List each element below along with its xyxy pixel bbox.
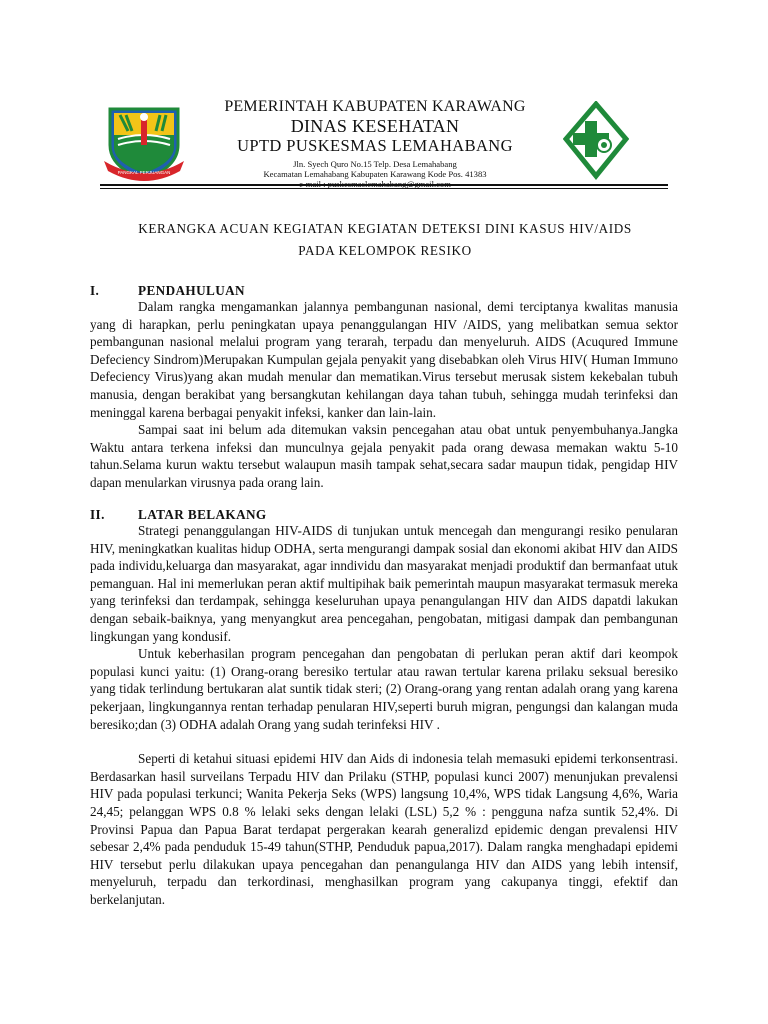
- letterhead-text: [190, 95, 560, 189]
- paragraph: Strategi penanggulangan HIV-AIDS di tunjukan untuk mencegah dan mengurangi resiko penularan HIV, meningkatkan kualitas hidup ODHA, serta mengurangi dampak sosial dan ekonomi akibat HIV dan AIDS pada individu,keluarga dan masyarakat, agar inndividu dan masyarakat menjadi produktif dan bermanfaat utuk pemanguan. Hal ini memerlukan peran aktif multipihak baik pemerintah maupun masyarakat termasuk mereka yang terinfeksi dan terdampak, sehingga keseluruhan upaya penangulangan HIV dan AIDS dapatdi lakukan dengan sebaik-baiknya, yang menyangkut area pencegahan, pengobatan, mitigasi dampak dan pembangunan lingkungan yang kondusif.: [90, 523, 678, 644]
- section-body-pendahuluan: [90, 298, 678, 492]
- emblem-banner-text: PANGKAL PERJUANGAN: [117, 170, 171, 175]
- title-line-2: PADA KELOMPOK RESIKO: [298, 243, 472, 258]
- paragraph: Dalam rangka mengamankan jalannya pembangunan nasional, demi terciptanya kwalitas manusia yang di harapkan, perlu peningkatan upaya penanggulangan HIV /AIDS, yang melibatkan semua sektor pembangunan nasional melalui program yang terarah, terpadu dan menyeluruh. AIDS (Acuqured Immune Defeciency Sindrom)Merupakan Kumpulan gejala penyakit yang disebabkan oleh Virus HIV( Human Immuno Defeciency Virus)yang akan mudah menular dan mematikan.Virus tersebut merusak sistem kekebalan tubuh manusia, dengan berakibat yang bersangkutan kehilangan daya tahan tubuh, sehingga mudah terinfeksi dan meninggal karena berbagai penyakit infeksi, kanker dan lain-lain.: [90, 299, 678, 420]
- government-name: PEMERINTAH KABUPATEN KARAWANG: [224, 98, 526, 115]
- puskesmas-name: UPTD PUSKESMAS LEMAHABANG: [237, 136, 513, 155]
- section-number: I.: [90, 283, 100, 298]
- letterhead-rule-thin: [100, 188, 668, 189]
- title-line-1: KERANGKA ACUAN KEGIATAN KEGIATAN DETEKSI DINI KASUS HIV/AIDS: [138, 221, 632, 236]
- karawang-emblem-icon: [104, 105, 184, 181]
- document-title: [90, 218, 680, 262]
- email-line: e-mail : puskesmaslemahabang@gmail.com: [299, 179, 451, 189]
- section-heading-latar-belakang: [90, 507, 267, 523]
- address-line-1: Jln. Syech Quro No.15 Telp. Desa Lemahabang: [293, 159, 457, 169]
- section-title: PENDAHULUAN: [138, 283, 245, 298]
- address-line-2: Kecamatan Lemahabang Kabupaten Karawang Kode Pos. 41383: [263, 169, 487, 179]
- paragraph: Seperti di ketahui situasi epidemi HIV dan Aids di indonesia telah memasuki epidemi terkonsentrasi. Berdasarkan hasil surveilans Terpadu HIV dan Prilaku (STHP, populasi kunci 2007) menunjukan prevalensi HIV pada populasi terkunci; Wanita Pekerja Seks (WPS) langsung 10,4%, WPS tidak Langsung 4,6%, Waria 24,45; pelanggan WPS 0.8 % lelaki seks dengan lelaki (LSL) 5,2 % : pengguna nafza suntik 52,4%. Di Provinsi Papua dan Papua Barat terdapat pergerakan kearah generalizd epidemic dengan prevalensi HIV sebesar 2,4% pada penduduk 15-49 tahun(STHP, Penduduk papua,2017). Dalam rangka menghadapi epidemi HIV tersebut perlu dilakukan upaya pencegahan dan penangulanga HIV dan AIDS yang lebih intensif, menyeluruh, terpadu dan terkordinasi, menghasilkan program yang cakupanya tinggi, efektif dan berkelanjutan.: [90, 751, 678, 907]
- section-heading-pendahuluan: [90, 283, 245, 299]
- paragraph: Sampai saat ini belum ada ditemukan vaksin pencegahan atau obat untuk penyembuhanya.Jangka Waktu antara terkena infeksi dan munculnya gejala penyakit pada orang dewasa memakan waktu 5-10 tahun.Selama kurun waktu tersebut walaupun masih tampak sehat,secara sadar maupun tidak, pengidap HIV dapan menularkan virusnya pada orang lain.: [90, 422, 678, 490]
- letterhead-rule-thick: [100, 184, 668, 186]
- section-number: II.: [90, 507, 105, 522]
- paragraph: Untuk keberhasilan program pencegahan dan pengobatan di perlukan peran aktif dari keompok populasi kunci yaitu: (1) Orang-orang beresiko tertular atau rawan tertular karena prilaku seksual beresiko yang tidak terlindung bertukaran alat suntik tidak steri; (2) Orang-orang yang rentan adalah orang yang karena pekerjaan, lingkungannya rentan terhadap penularan HIV,seperti buruh migran, pengungsi dan kalangan muda beresiko;dan (3) ODHA adalah Orang yang sudah terinfeksi HIV .: [90, 646, 678, 732]
- department-name: DINAS KESEHATAN: [290, 116, 460, 136]
- section-body-latar-belakang: [90, 522, 678, 908]
- letterhead: [0, 95, 768, 190]
- section-title: LATAR BELAKANG: [138, 507, 267, 522]
- puskesmas-logo-icon: [563, 101, 629, 181]
